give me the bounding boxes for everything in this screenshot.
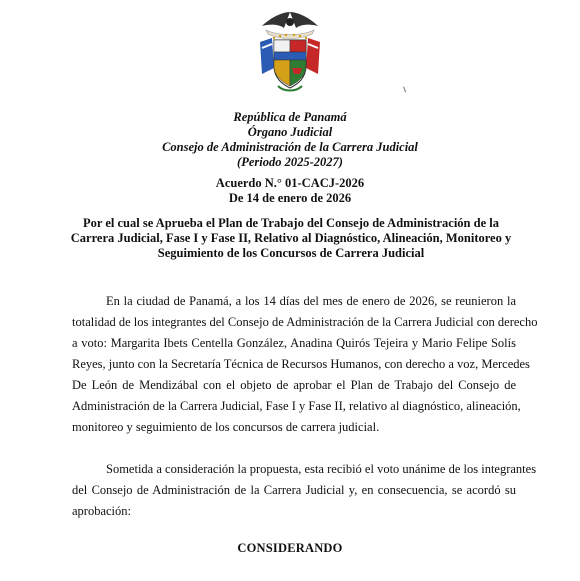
scan-mark: [403, 85, 409, 92]
paragraph-line: totalidad de los integrantes del Consejo de Administración de la Carrera Judicial con derecho: [72, 315, 538, 329]
subject-line: Por el cual se Aprueba el Plan de Trabajo del Consejo de Administración de la: [83, 216, 499, 230]
paragraph-meeting: [72, 291, 538, 438]
coat-of-arms-icon: [254, 8, 326, 96]
agreement-heading: [0, 176, 580, 206]
paragraph-line: a voto: Margarita Ibets Centella González, Anadina Quirós Tejeira y Mario Felipe Solís: [72, 336, 516, 350]
paragraph-line: Sometida a consideración la propuesta, esta recibió el voto unánime de los integrantes: [106, 462, 537, 476]
paragraph-line: aprobación:: [72, 504, 132, 518]
header-council: Consejo de Administración de la Carrera Judicial: [162, 140, 418, 154]
agreement-subject: [60, 216, 522, 261]
paragraph-line: De León de Mendizábal con el objeto de aprobar el Plan de Trabajo del Consejo de: [72, 378, 516, 392]
subject-line: Carrera Judicial, Fase I y Fase II, Relativo al Diagnóstico, Alineación, Monitoreo y: [70, 231, 512, 245]
paragraph-line: Reyes, junto con la Secretaría Técnica de Recursos Humanos, con derecho a voz, Mercedes: [72, 357, 530, 371]
agreement-date: De 14 de enero de 2026: [228, 191, 352, 205]
subject-line: Seguimiento de los Concursos de Carrera Judicial: [157, 246, 425, 260]
section-heading-considerando: CONSIDERANDO: [237, 541, 343, 555]
agreement-number: Acuerdo N.° 01-CACJ-2026: [215, 176, 365, 190]
document-header: [0, 110, 580, 170]
paragraph-approval: [72, 459, 537, 522]
paragraph-line: Administración de la Carrera Judicial, Fase I y Fase II, relativo al diagnóstico, alineación,: [72, 399, 521, 413]
paragraph-line: En la ciudad de Panamá, a los 14 días del mes de enero de 2026, se reunieron la: [106, 294, 516, 308]
paragraph-line: del Consejo de Administración de la Carrera Judicial y, en consecuencia, se acordó su: [72, 483, 516, 497]
header-period: (Periodo 2025-2027): [237, 155, 343, 169]
header-organ: Órgano Judicial: [247, 125, 333, 139]
paragraph-line: monitoreo y seguimiento de los concursos de carrera judicial.: [72, 420, 380, 434]
header-country: República de Panamá: [233, 110, 347, 124]
